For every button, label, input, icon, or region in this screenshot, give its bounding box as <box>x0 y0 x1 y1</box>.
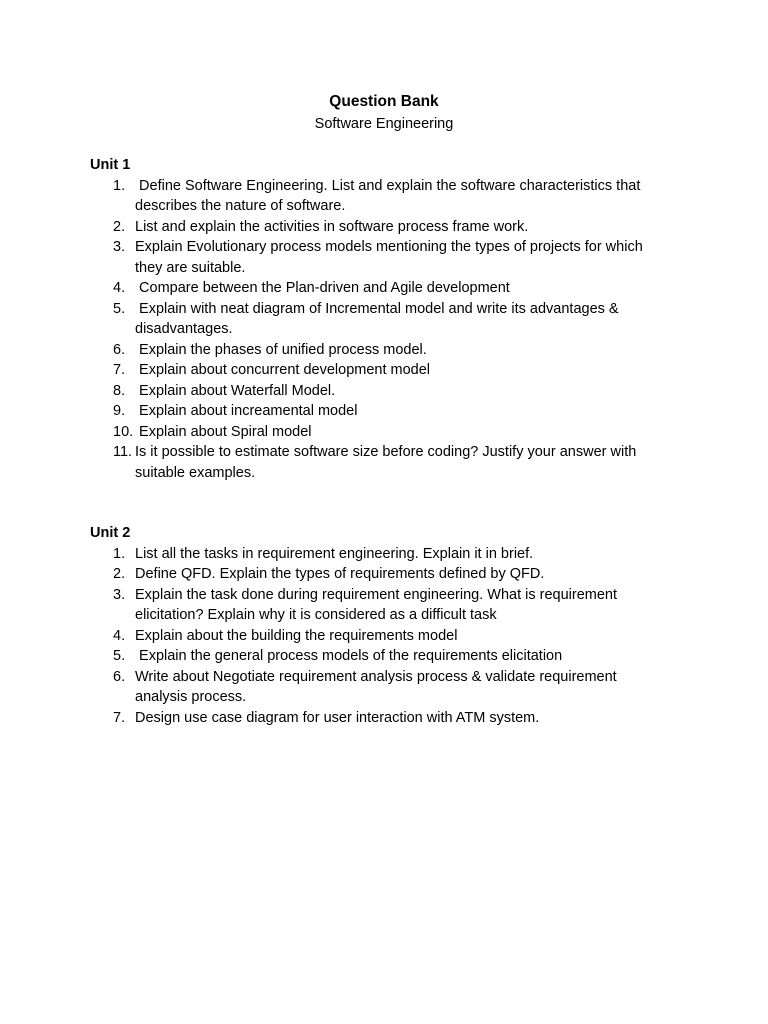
question-text: Explain the task done during requirement engineering. What is requirement elicitation? Explain why it is considered as a difficult task <box>135 586 617 623</box>
question-number: 1. <box>113 177 126 194</box>
question-text: Is it possible to estimate software size before coding? Justify your answer with suitable examples. <box>135 444 637 481</box>
question-number: 1. <box>113 545 126 562</box>
question-item <box>0 278 670 299</box>
question-item <box>0 381 670 402</box>
question-text: Design use case diagram for user interaction with ATM system. <box>135 709 540 726</box>
question-item <box>0 626 670 647</box>
question-number: 4. <box>113 280 126 296</box>
question-number: 2. <box>113 566 126 582</box>
question-number: 6. <box>113 668 126 685</box>
question-item <box>0 217 670 238</box>
question-text: Explain about concurrent development model <box>135 362 431 378</box>
question-number: 11. <box>113 444 133 460</box>
question-text: Write about Negotiate requirement analysis process & validate requirement analysis process. <box>135 668 617 705</box>
question-item <box>0 585 670 626</box>
question-number: 7. <box>113 709 126 726</box>
question-item <box>0 442 670 483</box>
question-item <box>0 360 670 381</box>
unit-heading: Unit 2 <box>90 525 131 541</box>
question-list <box>0 544 768 729</box>
question-item <box>0 401 670 422</box>
question-number: 8. <box>113 382 126 399</box>
question-number: 4. <box>113 627 126 644</box>
question-item <box>0 564 670 585</box>
question-text: Explain about Spiral model <box>135 423 312 440</box>
document-subtitle: Software Engineering <box>314 116 454 132</box>
question-number: 5. <box>113 648 126 664</box>
question-text: Explain the phases of unified process model. <box>135 341 427 358</box>
question-number: 6. <box>113 341 126 358</box>
question-text: List all the tasks in requirement engineering. Explain it in brief. <box>135 545 534 562</box>
question-text: Explain with neat diagram of Incremental model and write its advantages & disadvantages. <box>135 300 619 337</box>
question-item <box>0 544 670 565</box>
unit-heading: Unit 1 <box>90 157 131 173</box>
question-item <box>0 299 670 340</box>
question-text: Define QFD. Explain the types of requirements defined by QFD. <box>135 566 545 582</box>
question-item <box>0 667 670 708</box>
question-text: Explain about Waterfall Model. <box>135 382 336 399</box>
question-text: Explain about increamental model <box>135 403 358 419</box>
question-number: 3. <box>113 586 126 603</box>
question-item <box>0 646 670 667</box>
question-item <box>0 340 670 361</box>
question-number: 9. <box>113 403 126 419</box>
question-text: Define Software Engineering. List and explain the software characteristics that describes the nature of software. <box>135 177 641 214</box>
document-title: Question Bank <box>329 93 439 110</box>
question-list <box>0 176 768 484</box>
question-text: Explain Evolutionary process models mentioning the types of projects for which they are suitable. <box>135 239 643 276</box>
question-text: Explain about the building the requirements model <box>135 627 458 644</box>
question-number: 10. <box>113 423 134 440</box>
question-item <box>0 708 670 729</box>
question-number: 3. <box>113 239 126 255</box>
question-number: 5. <box>113 300 126 317</box>
question-text: Compare between the Plan-driven and Agile development <box>135 280 510 296</box>
question-item <box>0 176 670 217</box>
question-number: 7. <box>113 362 126 378</box>
question-text: Explain the general process models of the requirements elicitation <box>135 648 563 664</box>
question-item <box>0 237 670 278</box>
question-number: 2. <box>113 218 126 235</box>
question-item <box>0 422 670 443</box>
question-text: List and explain the activities in software process frame work. <box>135 218 529 235</box>
